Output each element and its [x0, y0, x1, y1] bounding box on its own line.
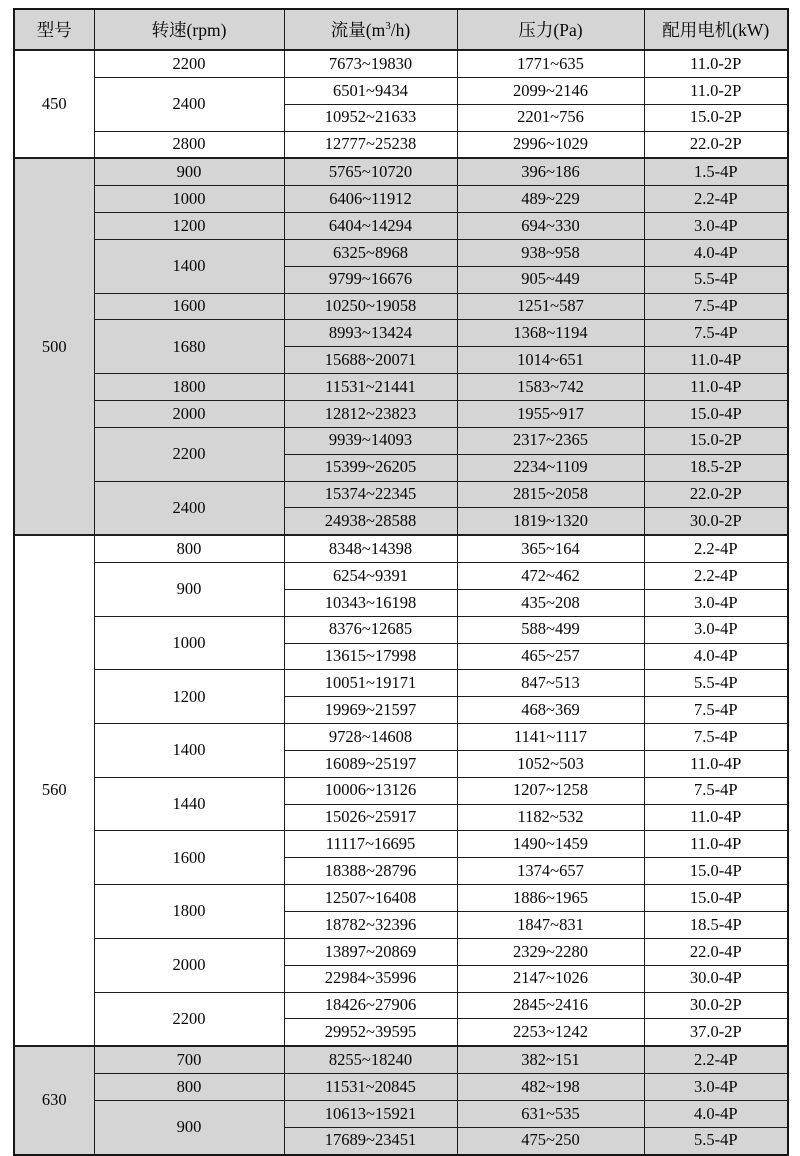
- table-row: [14, 131, 788, 158]
- speed-cell: 1000: [94, 616, 284, 670]
- flow-cell: 12777~25238: [284, 131, 457, 158]
- motor-cell: 15.0-2P: [644, 427, 788, 454]
- table-row: [14, 535, 788, 562]
- flow-cell: 10613~15921: [284, 1100, 457, 1127]
- flow-cell: 9728~14608: [284, 724, 457, 751]
- flow-cell: 19969~21597: [284, 697, 457, 724]
- flow-cell: 10343~16198: [284, 589, 457, 616]
- speed-cell: 2800: [94, 131, 284, 158]
- speed-cell: 2000: [94, 400, 284, 427]
- pressure-cell: 1368~1194: [457, 320, 644, 347]
- flow-cell: 16089~25197: [284, 750, 457, 777]
- pressure-cell: 396~186: [457, 158, 644, 185]
- pressure-cell: 382~151: [457, 1046, 644, 1073]
- speed-cell: 1200: [94, 213, 284, 240]
- flow-cell: 6404~14294: [284, 213, 457, 240]
- speed-cell: 1600: [94, 831, 284, 885]
- motor-cell: 11.0-4P: [644, 374, 788, 401]
- pressure-cell: 475~250: [457, 1127, 644, 1154]
- table-row: [14, 777, 788, 804]
- flow-cell: 15399~26205: [284, 454, 457, 481]
- flow-cell: 6325~8968: [284, 239, 457, 266]
- table-row: [14, 1100, 788, 1127]
- flow-cell: 6501~9434: [284, 77, 457, 104]
- pressure-cell: 2845~2416: [457, 992, 644, 1019]
- pressure-cell: 694~330: [457, 213, 644, 240]
- motor-cell: 11.0-2P: [644, 50, 788, 77]
- motor-cell: 30.0-2P: [644, 508, 788, 535]
- pressure-cell: 2329~2280: [457, 938, 644, 965]
- pressure-cell: 1207~1258: [457, 777, 644, 804]
- flow-cell: 17689~23451: [284, 1127, 457, 1154]
- pressure-cell: 472~462: [457, 563, 644, 590]
- pressure-cell: 1771~635: [457, 50, 644, 77]
- flow-label-superscript: 3: [385, 20, 391, 33]
- flow-cell: 18426~27906: [284, 992, 457, 1019]
- table-row: [14, 831, 788, 858]
- flow-cell: 11531~20845: [284, 1074, 457, 1101]
- motor-cell: 4.0-4P: [644, 1100, 788, 1127]
- table-row: [14, 213, 788, 240]
- flow-cell: 5765~10720: [284, 158, 457, 185]
- pressure-cell: 2147~1026: [457, 965, 644, 992]
- table-row: [14, 1074, 788, 1101]
- flow-cell: 18388~28796: [284, 858, 457, 885]
- motor-cell: 30.0-2P: [644, 992, 788, 1019]
- flow-cell: 13897~20869: [284, 938, 457, 965]
- speed-cell: 1400: [94, 239, 284, 293]
- flow-cell: 10952~21633: [284, 104, 457, 131]
- motor-cell: 18.5-2P: [644, 454, 788, 481]
- flow-cell: 10006~13126: [284, 777, 457, 804]
- pressure-cell: 365~164: [457, 535, 644, 562]
- pressure-cell: 1052~503: [457, 750, 644, 777]
- motor-cell: 37.0-2P: [644, 1019, 788, 1046]
- motor-cell: 5.5-4P: [644, 670, 788, 697]
- speed-cell: 2400: [94, 77, 284, 131]
- speed-cell: 1800: [94, 374, 284, 401]
- motor-cell: 7.5-4P: [644, 777, 788, 804]
- flow-cell: 13615~17998: [284, 643, 457, 670]
- pressure-cell: 489~229: [457, 186, 644, 213]
- pressure-cell: 1374~657: [457, 858, 644, 885]
- speed-cell: 2400: [94, 481, 284, 535]
- motor-cell: 5.5-4P: [644, 1127, 788, 1154]
- flow-cell: 9939~14093: [284, 427, 457, 454]
- flow-cell: 9799~16676: [284, 266, 457, 293]
- flow-cell: 12507~16408: [284, 885, 457, 912]
- pressure-cell: 1819~1320: [457, 508, 644, 535]
- flow-cell: 8376~12685: [284, 616, 457, 643]
- pressure-cell: 588~499: [457, 616, 644, 643]
- model-cell: 450: [14, 50, 94, 158]
- motor-cell: 11.0-4P: [644, 804, 788, 831]
- motor-cell: 18.5-4P: [644, 912, 788, 939]
- motor-cell: 7.5-4P: [644, 697, 788, 724]
- motor-cell: 22.0-2P: [644, 131, 788, 158]
- motor-cell: 3.0-4P: [644, 589, 788, 616]
- flow-cell: 15026~25917: [284, 804, 457, 831]
- motor-cell: 2.2-4P: [644, 186, 788, 213]
- motor-cell: 4.0-4P: [644, 239, 788, 266]
- motor-cell: 15.0-4P: [644, 885, 788, 912]
- flow-cell: 11117~16695: [284, 831, 457, 858]
- motor-cell: 2.2-4P: [644, 563, 788, 590]
- motor-cell: 2.2-4P: [644, 535, 788, 562]
- table-row: [14, 50, 788, 77]
- flow-cell: 24938~28588: [284, 508, 457, 535]
- flow-cell: 8348~14398: [284, 535, 457, 562]
- motor-cell: 15.0-4P: [644, 400, 788, 427]
- flow-cell: 10051~19171: [284, 670, 457, 697]
- speed-cell: 1200: [94, 670, 284, 724]
- col-header-pressure: 压力(Pa): [457, 9, 644, 50]
- table-row: [14, 320, 788, 347]
- table-row: [14, 481, 788, 508]
- pressure-cell: 2201~756: [457, 104, 644, 131]
- motor-cell: 7.5-4P: [644, 293, 788, 320]
- motor-cell: 4.0-4P: [644, 643, 788, 670]
- table-row: [14, 563, 788, 590]
- table-row: [14, 77, 788, 104]
- flow-cell: 7673~19830: [284, 50, 457, 77]
- speed-cell: 900: [94, 563, 284, 617]
- flow-cell: 15688~20071: [284, 347, 457, 374]
- speed-cell: 800: [94, 535, 284, 562]
- flow-cell: 22984~35996: [284, 965, 457, 992]
- pressure-cell: 938~958: [457, 239, 644, 266]
- pressure-cell: 1251~587: [457, 293, 644, 320]
- speed-cell: 2200: [94, 50, 284, 77]
- flow-cell: 8255~18240: [284, 1046, 457, 1073]
- pressure-cell: 1182~532: [457, 804, 644, 831]
- col-header-model: 型号: [14, 9, 94, 50]
- motor-cell: 1.5-4P: [644, 158, 788, 185]
- table-row: [14, 239, 788, 266]
- flow-cell: 10250~19058: [284, 293, 457, 320]
- col-header-motor: 配用电机(kW): [644, 9, 788, 50]
- speed-cell: 1680: [94, 320, 284, 374]
- pressure-cell: 2234~1109: [457, 454, 644, 481]
- pressure-cell: 847~513: [457, 670, 644, 697]
- motor-cell: 22.0-4P: [644, 938, 788, 965]
- pressure-cell: 1141~1117: [457, 724, 644, 751]
- pressure-cell: 1490~1459: [457, 831, 644, 858]
- pressure-cell: 1955~917: [457, 400, 644, 427]
- flow-cell: 8993~13424: [284, 320, 457, 347]
- speed-cell: 1600: [94, 293, 284, 320]
- table-row: [14, 992, 788, 1019]
- pressure-cell: 435~208: [457, 589, 644, 616]
- speed-cell: 1800: [94, 885, 284, 939]
- flow-label-pre: 流量(m: [330, 20, 386, 40]
- motor-cell: 3.0-4P: [644, 213, 788, 240]
- flow-cell: 18782~32396: [284, 912, 457, 939]
- speed-cell: 1000: [94, 186, 284, 213]
- model-cell: 560: [14, 535, 94, 1046]
- motor-cell: 11.0-2P: [644, 77, 788, 104]
- speed-cell: 800: [94, 1074, 284, 1101]
- table-row: [14, 938, 788, 965]
- flow-cell: 12812~23823: [284, 400, 457, 427]
- col-header-flow: [284, 9, 457, 50]
- flow-label-post: /h): [390, 20, 411, 40]
- speed-cell: 900: [94, 158, 284, 185]
- table-row: [14, 186, 788, 213]
- table-row: [14, 616, 788, 643]
- flow-cell: 6254~9391: [284, 563, 457, 590]
- motor-cell: 30.0-4P: [644, 965, 788, 992]
- motor-cell: 2.2-4P: [644, 1046, 788, 1073]
- pressure-cell: 2815~2058: [457, 481, 644, 508]
- model-cell: 500: [14, 158, 94, 535]
- flow-cell: 15374~22345: [284, 481, 457, 508]
- pressure-cell: 631~535: [457, 1100, 644, 1127]
- table-row: [14, 400, 788, 427]
- table-header: [14, 9, 788, 50]
- motor-cell: 5.5-4P: [644, 266, 788, 293]
- flow-cell: 29952~39595: [284, 1019, 457, 1046]
- pressure-cell: 2996~1029: [457, 131, 644, 158]
- motor-cell: 7.5-4P: [644, 724, 788, 751]
- col-header-speed: 转速(rpm): [94, 9, 284, 50]
- table-row: [14, 724, 788, 751]
- pressure-cell: 1583~742: [457, 374, 644, 401]
- pressure-cell: 2317~2365: [457, 427, 644, 454]
- pressure-cell: 2253~1242: [457, 1019, 644, 1046]
- table-row: [14, 374, 788, 401]
- table-row: [14, 427, 788, 454]
- speed-cell: 1400: [94, 724, 284, 778]
- flow-cell: 6406~11912: [284, 186, 457, 213]
- pressure-cell: 905~449: [457, 266, 644, 293]
- motor-cell: 15.0-2P: [644, 104, 788, 131]
- speed-cell: 700: [94, 1046, 284, 1073]
- table-body: [14, 50, 788, 1155]
- motor-cell: 22.0-2P: [644, 481, 788, 508]
- pressure-cell: 1886~1965: [457, 885, 644, 912]
- speed-cell: 900: [94, 1100, 284, 1154]
- table-row: [14, 670, 788, 697]
- motor-cell: 11.0-4P: [644, 750, 788, 777]
- motor-cell: 3.0-4P: [644, 616, 788, 643]
- speed-cell: 1440: [94, 777, 284, 831]
- pressure-cell: 465~257: [457, 643, 644, 670]
- speed-cell: 2200: [94, 427, 284, 481]
- motor-cell: 15.0-4P: [644, 858, 788, 885]
- motor-cell: 11.0-4P: [644, 831, 788, 858]
- pressure-cell: 1847~831: [457, 912, 644, 939]
- table-row: [14, 293, 788, 320]
- header-row: [14, 9, 788, 50]
- pressure-cell: 468~369: [457, 697, 644, 724]
- flow-cell: 11531~21441: [284, 374, 457, 401]
- speed-cell: 2000: [94, 938, 284, 992]
- motor-cell: 7.5-4P: [644, 320, 788, 347]
- model-cell: 630: [14, 1046, 94, 1154]
- table-row: [14, 158, 788, 185]
- pressure-cell: 482~198: [457, 1074, 644, 1101]
- speed-cell: 2200: [94, 992, 284, 1046]
- pressure-cell: 2099~2146: [457, 77, 644, 104]
- table-row: [14, 1046, 788, 1073]
- table-row: [14, 885, 788, 912]
- fan-spec-table: [13, 8, 789, 1156]
- motor-cell: 3.0-4P: [644, 1074, 788, 1101]
- pressure-cell: 1014~651: [457, 347, 644, 374]
- motor-cell: 11.0-4P: [644, 347, 788, 374]
